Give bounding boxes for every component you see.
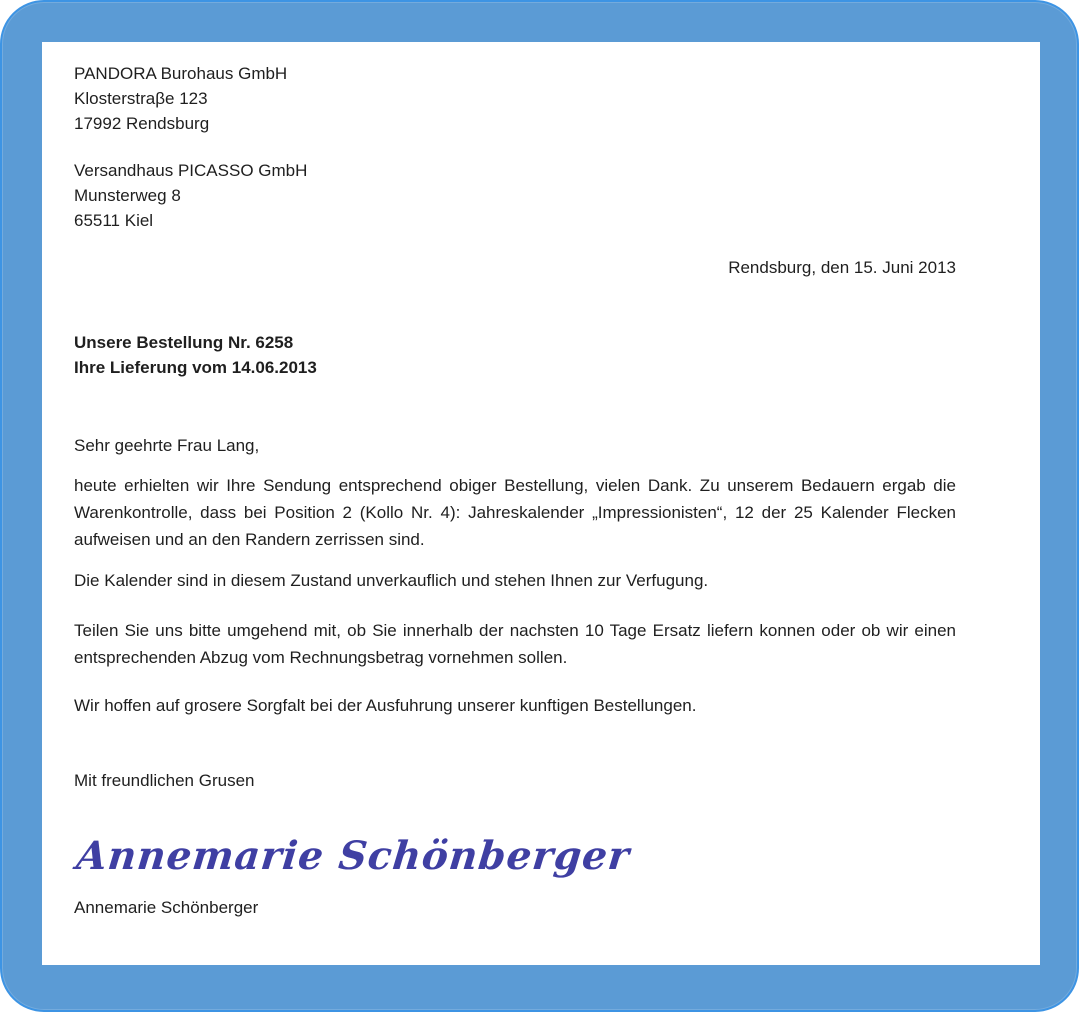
closing-formula: Mit freundlichen Grusen (74, 771, 255, 790)
sender-company: PANDORA Burohaus GmbH (74, 64, 288, 83)
letter-page (42, 42, 1040, 965)
date-line: Rendsburg, den 15. Juni 2013 (728, 258, 956, 277)
recipient-street: Munsterweg 8 (74, 186, 181, 205)
recipient-city: 65511 Kiel (74, 211, 154, 230)
salutation: Sehr geehrte Frau Lang, (74, 436, 260, 455)
subject-order-number: Unsere Bestellung Nr. 6258 (74, 333, 294, 352)
body-paragraph-4: Wir hoffen auf grosere Sorgfalt bei der Ausfuhrung unserer kunftigen Bestellungen. (74, 696, 697, 715)
body-paragraph-3: Teilen Sie uns bitte umgehend mit, ob Sie innerhalb der nachsten 10 Tage Ersatz liefern konnen oder ob wir einen entsprechenden Abzug vom Rechnungsbetrag vornehmen sollen. (74, 621, 956, 667)
body-paragraph-1: heute erhielten wir Ihre Sendung entsprechend obiger Bestellung, vielen Dank. Zu unserem Bedauern ergab die Warenkontrolle, dass bei Position 2 (Kollo Nr. 4): Jahreskalender „Impressionisten“, 12 der 25 Kalender Flecken aufweisen und an den Randern zerrissen sind. (74, 476, 956, 549)
recipient-address (74, 158, 956, 233)
body-paragraph-2: Die Kalender sind in diesem Zustand unverkauflich und stehen Ihnen zur Verfugung. (74, 571, 709, 590)
handwritten-signature: Annemarie Schönberger (74, 833, 633, 879)
subject-block (74, 330, 956, 380)
subject-delivery-date: Ihre Lieferung vom 14.06.2013 (74, 358, 317, 377)
sender-address (74, 61, 956, 136)
sender-street: Klosterstraβe 123 (74, 89, 208, 108)
sender-city: 17992 Rendsburg (74, 114, 210, 133)
typed-signature-name: Annemarie Schönberger (74, 898, 259, 917)
recipient-company: Versandhaus PICASSO GmbH (74, 161, 308, 180)
